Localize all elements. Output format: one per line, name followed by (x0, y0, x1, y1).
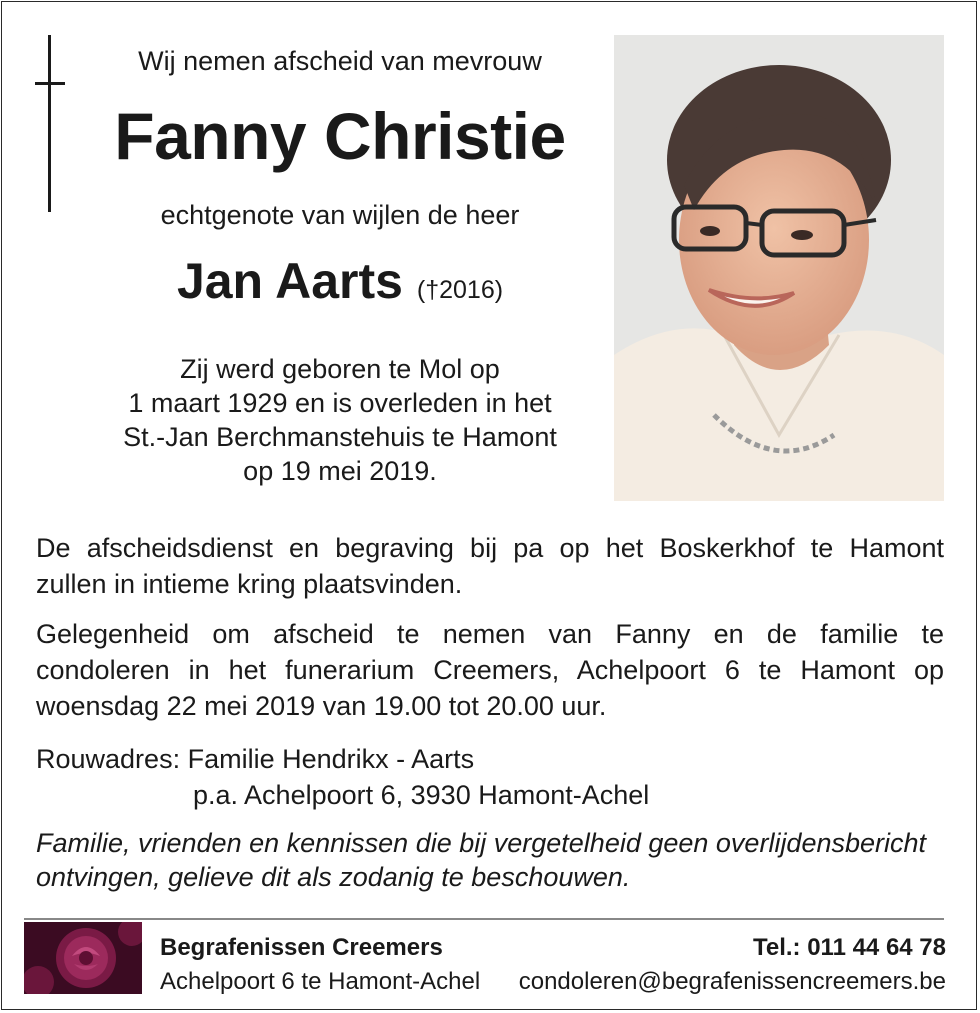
intro-text: Wij nemen afscheid van mevrouw (138, 46, 542, 76)
paragraph-line: condoleren in het funerarium Creemers, Achelpoort 6 te Hamont op (36, 655, 944, 685)
portrait-illustration (614, 35, 944, 501)
paragraph-line: Gelegenheid om afscheid te nemen van Fanny en de familie te (36, 619, 944, 649)
paragraph-line: woensdag 22 mei 2019 van 19.00 tot 20.00 uur. (36, 691, 607, 721)
notice-note (36, 826, 956, 894)
birth-death-info (60, 352, 620, 488)
funeral-home-email[interactable]: condoleren@begrafenissencreemers.be (518, 968, 946, 995)
spouse-name: Jan Aarts (176, 253, 403, 309)
mourning-address-street: p.a. Achelpoort 6, 3930 Hamont-Achel (193, 780, 650, 810)
rose-icon (24, 922, 142, 994)
footer-divider (24, 918, 944, 920)
note-line: ontvingen, gelieve dit als zodanig te beschouwen. (36, 862, 631, 892)
paragraph-line: De afscheidsdienst en begraving bij pa op het Boskerkhof te Hamont (36, 533, 944, 563)
birth-line: 1 maart 1929 en is overleden in het (128, 388, 552, 418)
funeral-home-address: Achelpoort 6 te Hamont-Achel (160, 968, 481, 995)
spouse-name-line (60, 252, 620, 310)
deceased-name: Fanny Christie (114, 99, 566, 173)
birth-line: op 19 mei 2019. (243, 456, 437, 486)
funeral-paragraph (36, 530, 944, 602)
funeral-home-name: Begrafenissen Creemers (160, 934, 443, 961)
note-line: Familie, vrienden en kennissen die bij vergetelheid geen overlijdensbericht (36, 828, 927, 858)
rose-image (24, 922, 142, 994)
funeral-home-phone: Tel.: 011 44 64 78 (752, 934, 946, 961)
birth-line: St.-Jan Berchmanstehuis te Hamont (123, 422, 557, 452)
spouse-dates: (†2016) (416, 276, 504, 304)
birth-line: Zij werd geboren te Mol op (180, 354, 500, 384)
condolence-paragraph (36, 616, 944, 724)
portrait-photo (614, 35, 944, 501)
mourning-address: Rouwadres: Familie Hendrikx - Aarts (36, 744, 475, 774)
paragraph-line: zullen in intieme kring plaatsvinden. (36, 569, 463, 599)
spouse-intro: echtgenote van wijlen de heer (160, 200, 520, 230)
